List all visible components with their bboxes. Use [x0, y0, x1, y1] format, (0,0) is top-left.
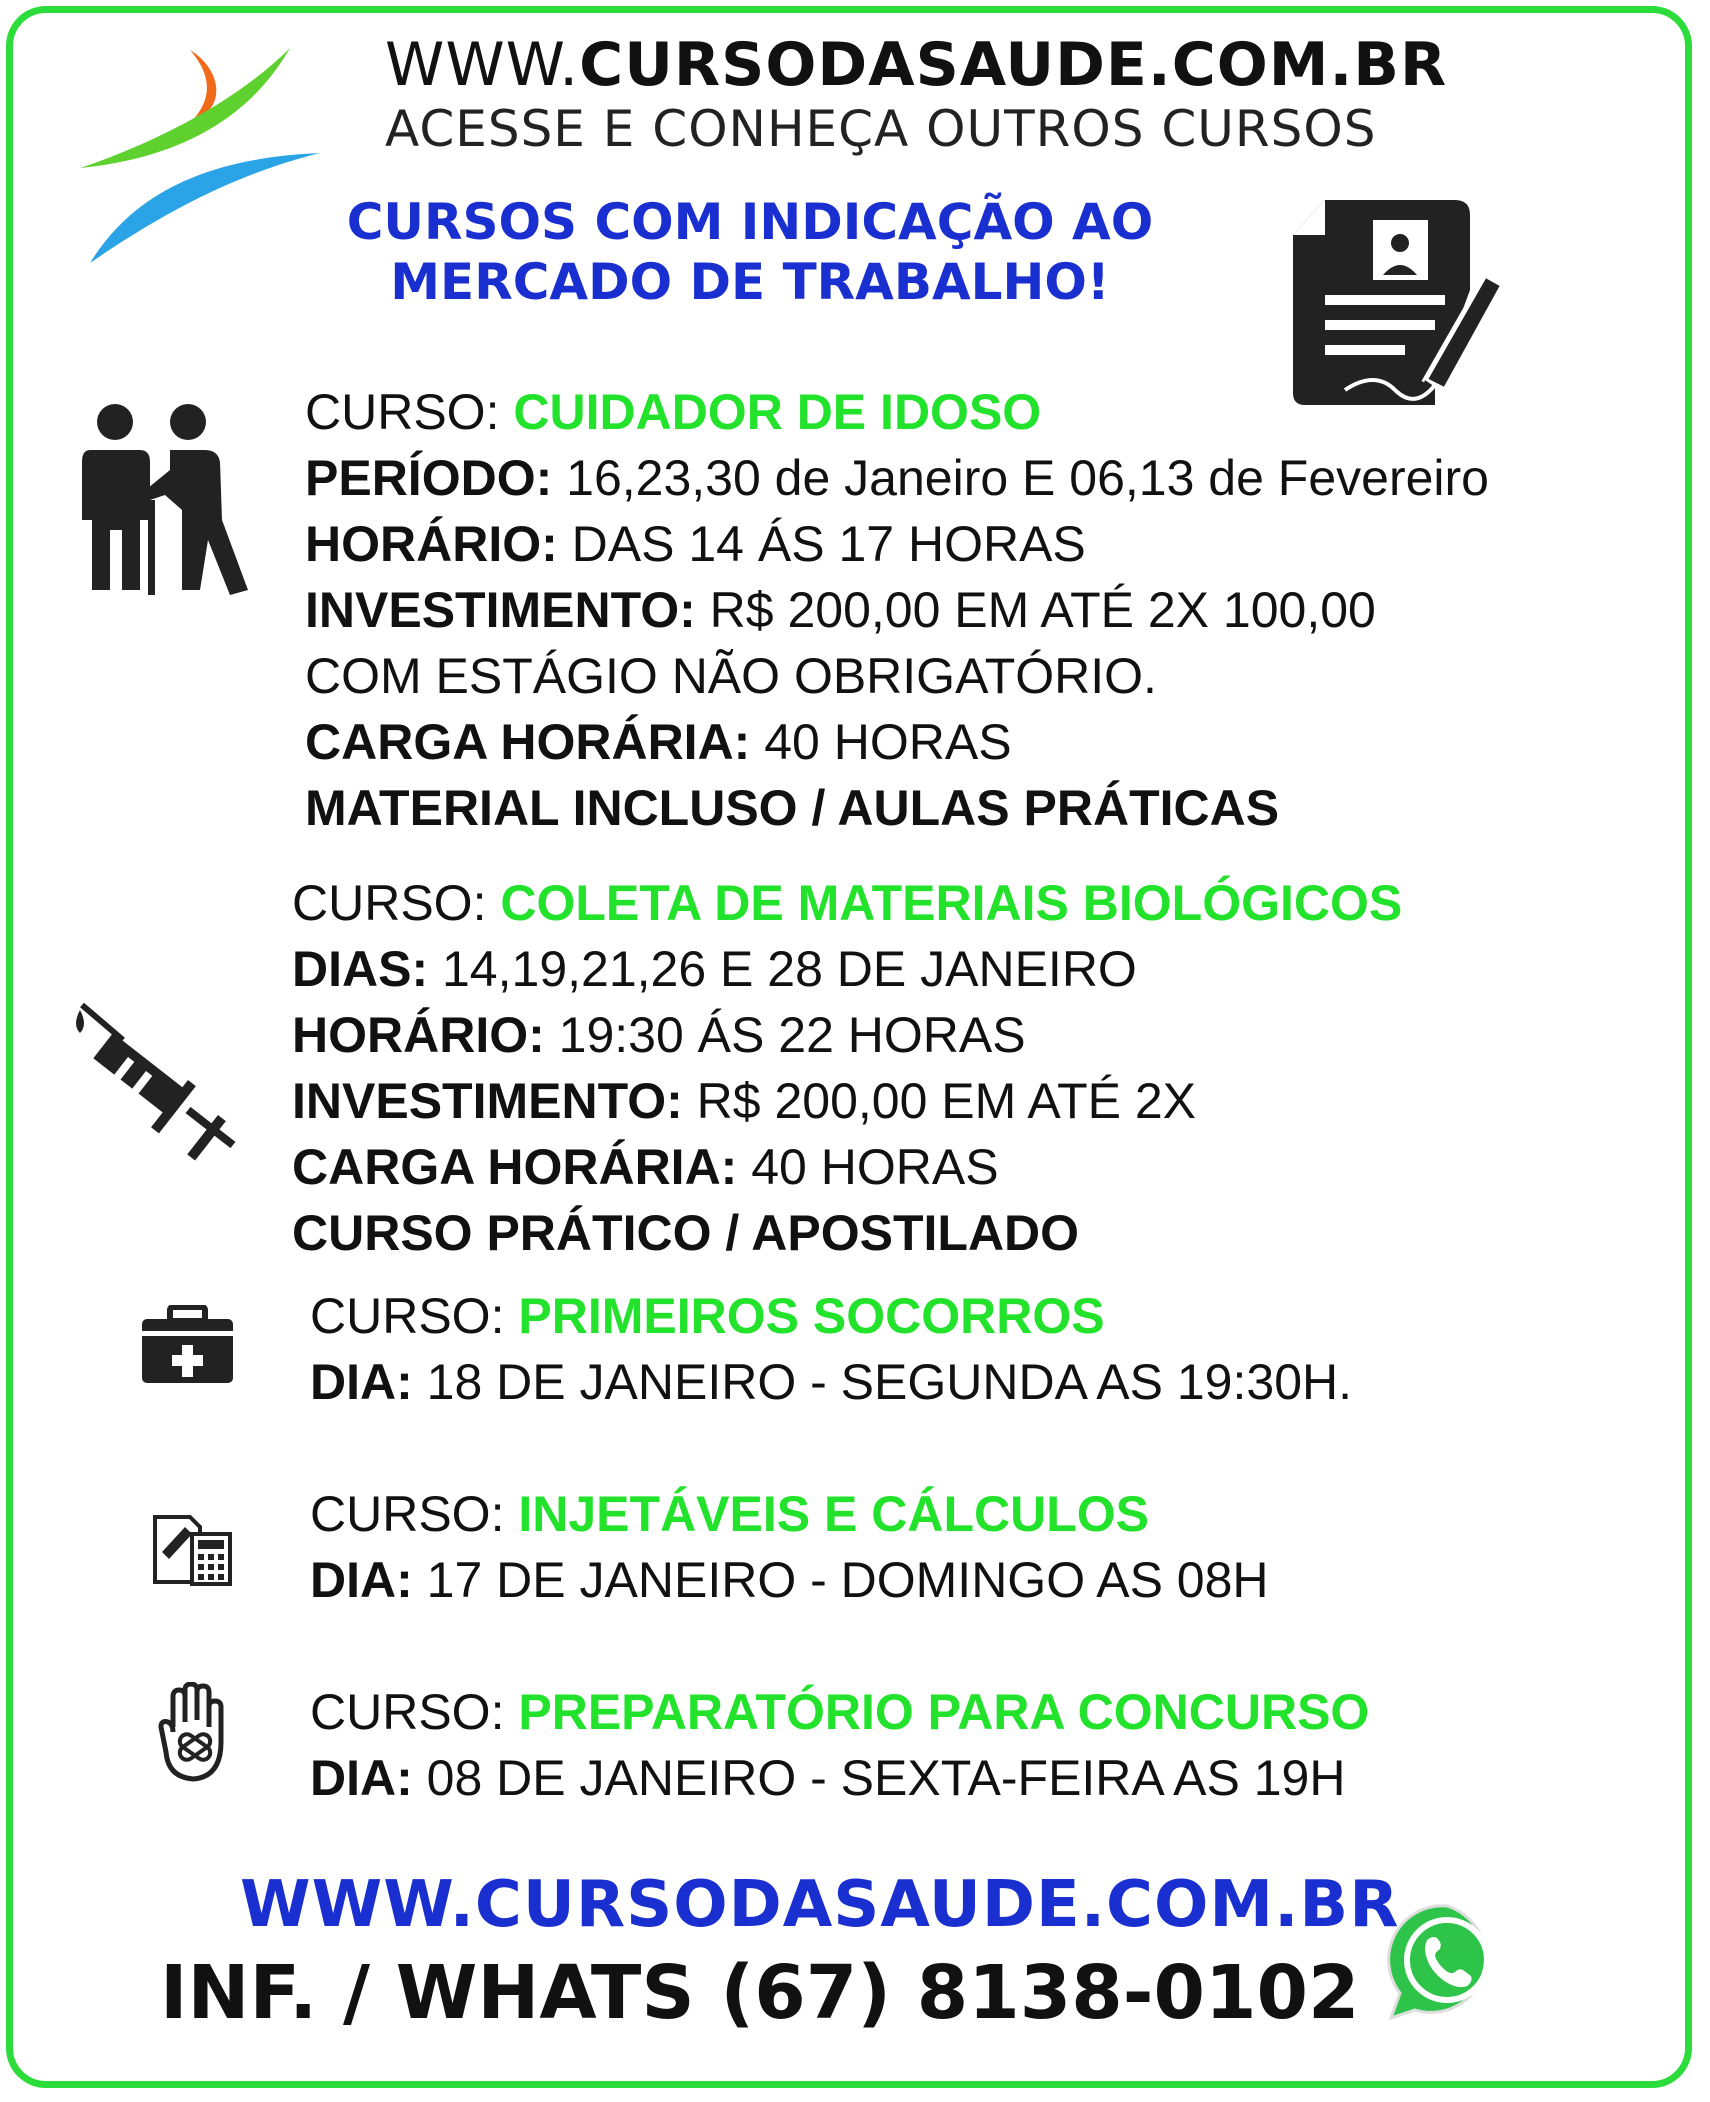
course-3-value-1: 18 DE JANEIRO - SEGUNDA AS 19:30H.	[412, 1354, 1352, 1410]
course-2-label-3: INVESTIMENTO:	[292, 1073, 683, 1129]
course-1-label-2: HORÁRIO:	[305, 516, 558, 572]
course-1-value-4: COM ESTÁGIO NÃO OBRIGATÓRIO.	[305, 648, 1157, 704]
course-4-title: INJETÁVEIS E CÁLCULOS	[518, 1486, 1150, 1542]
course-2-line-4	[292, 1138, 999, 1196]
course-3-line-1	[310, 1353, 1352, 1411]
course-1-prefix: CURSO:	[305, 384, 500, 440]
course-1-label-6: MATERIAL INCLUSO / AULAS PRÁTICAS	[305, 780, 1280, 836]
course-1-value-5: 40 HORAS	[750, 714, 1012, 770]
course-2-line-3	[292, 1072, 1196, 1130]
course-1-line-1	[305, 449, 1489, 507]
course-2-title: COLETA DE MATERIAIS BIOLÓGICOS	[500, 875, 1403, 931]
course-5-title-line	[310, 1683, 1369, 1741]
calculator-notes-icon	[150, 1512, 235, 1587]
course-5-title: PREPARATÓRIO PARA CONCURSO	[518, 1684, 1370, 1740]
course-4-value-1: 17 DE JANEIRO - DOMINGO AS 08H	[412, 1552, 1269, 1608]
course-1-line-6	[305, 779, 1279, 837]
header-url-prefix: WWW.	[385, 30, 580, 100]
course-1-line-2	[305, 515, 1086, 573]
course-1-line-3	[305, 581, 1376, 639]
course-1-label-5: CARGA HORÁRIA:	[305, 714, 751, 770]
course-1-line-4	[305, 647, 1157, 705]
logo-icon	[70, 38, 330, 268]
course-2-line-5	[292, 1204, 1079, 1262]
course-2-value-1: 14,19,21,26 E 28 DE JANEIRO	[428, 941, 1137, 997]
course-1-title: CUIDADOR DE IDOSO	[513, 384, 1042, 440]
course-2-prefix: CURSO:	[292, 875, 487, 931]
header-url-main: CURSODASAUDE.COM.BR	[579, 30, 1448, 100]
course-1-value-2: DAS 14 ÁS 17 HORAS	[557, 516, 1086, 572]
tagline	[300, 192, 1200, 312]
course-2-value-2: 19:30 ÁS 22 HORAS	[544, 1007, 1026, 1063]
course-2-line-1	[292, 940, 1137, 998]
course-4-label-1: DIA:	[310, 1552, 413, 1608]
syringe-icon	[68, 995, 253, 1165]
document-signature-icon	[1285, 195, 1515, 420]
tagline-line-1: CURSOS COM INDICAÇÃO AO	[346, 193, 1154, 251]
first-aid-kit-icon	[140, 1305, 235, 1385]
header-subtitle: ACESSE E CONHEÇA OUTROS CURSOS	[385, 100, 1377, 158]
course-3-title-line	[310, 1287, 1105, 1345]
course-3-label-1: DIA:	[310, 1354, 413, 1410]
course-2-label-5: CURSO PRÁTICO / APOSTILADO	[292, 1205, 1080, 1261]
course-1-label-1: PERÍODO:	[305, 450, 553, 506]
footer-url[interactable]: WWW.CURSODASAUDE.COM.BR	[240, 1868, 1400, 1942]
course-5-label-1: DIA:	[310, 1750, 413, 1806]
course-2-value-4: 40 HORAS	[737, 1139, 999, 1195]
course-5-line-1	[310, 1749, 1345, 1807]
course-4-title-line	[310, 1485, 1149, 1543]
footer-contact[interactable]: INF. / WHATS (67) 8138-0102	[160, 1950, 1360, 2036]
tagline-line-2: MERCADO DE TRABALHO!	[390, 253, 1110, 311]
header-url[interactable]	[385, 30, 1447, 100]
course-1-label-3: INVESTIMENTO:	[305, 582, 696, 638]
course-2-label-2: HORÁRIO:	[292, 1007, 545, 1063]
course-1-value-1: 16,23,30 de Janeiro E 06,13 de Fevereiro	[552, 450, 1489, 506]
course-2-label-1: DIAS:	[292, 941, 429, 997]
course-4-prefix: CURSO:	[310, 1486, 505, 1542]
course-1-value-3: R$ 200,00 EM ATÉ 2X 100,00	[695, 582, 1376, 638]
course-1-title-line	[305, 383, 1041, 441]
course-3-title: PRIMEIROS SOCORROS	[518, 1288, 1105, 1344]
course-4-line-1	[310, 1551, 1269, 1609]
course-2-value-3: R$ 200,00 EM ATÉ 2X	[682, 1073, 1197, 1129]
course-2-label-4: CARGA HORÁRIA:	[292, 1139, 738, 1195]
course-5-prefix: CURSO:	[310, 1684, 505, 1740]
elderly-care-icon	[70, 400, 255, 600]
course-1-line-5	[305, 713, 1012, 771]
whatsapp-icon[interactable]	[1385, 1900, 1510, 2025]
course-2-title-line	[292, 874, 1402, 932]
course-2-line-2	[292, 1006, 1026, 1064]
course-3-prefix: CURSO:	[310, 1288, 505, 1344]
course-5-value-1: 08 DE JANEIRO - SEXTA-FEIRA AS 19H	[412, 1750, 1346, 1806]
hand-bandage-icon	[158, 1682, 238, 1784]
